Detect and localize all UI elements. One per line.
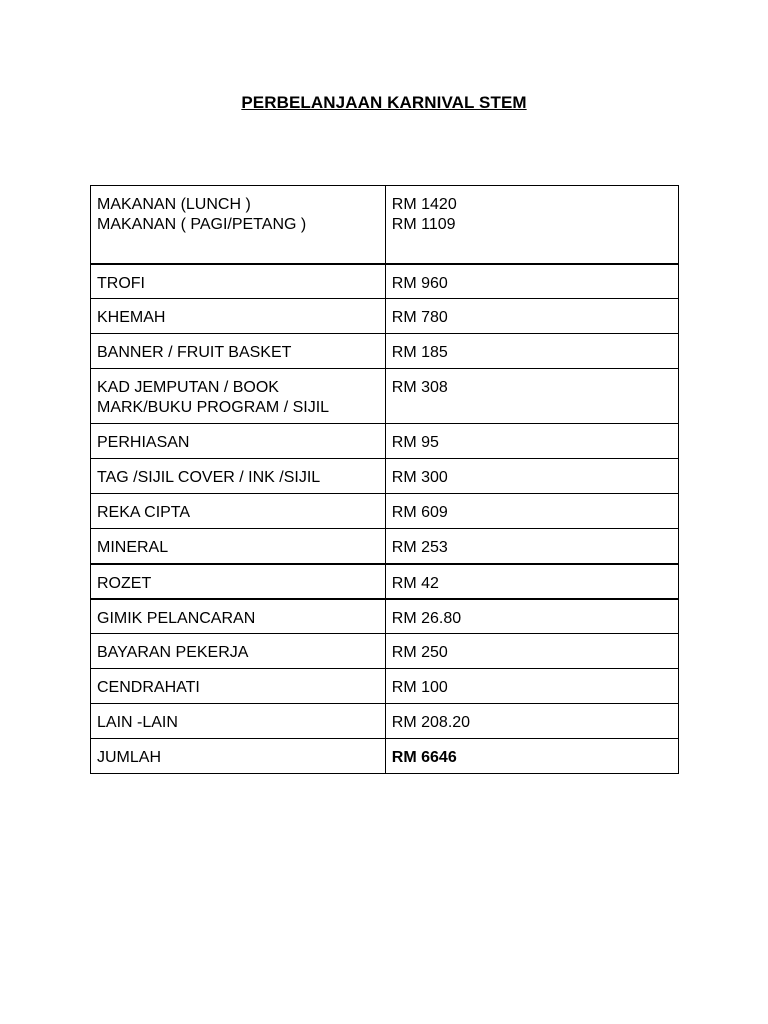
item-label: MINERAL	[97, 539, 169, 556]
amount-cell	[385, 494, 678, 529]
expense-table	[90, 185, 679, 774]
total-amount-cell	[385, 739, 678, 774]
item-label: TAG /SIJIL COVER / INK /SIJIL	[97, 469, 321, 486]
table-row	[91, 369, 679, 424]
total-amount: RM 6646	[391, 749, 457, 766]
item-cell	[91, 564, 386, 599]
amount-cell	[385, 334, 678, 369]
item-cell	[91, 299, 386, 334]
amount-cell	[385, 459, 678, 494]
item-cell	[91, 459, 386, 494]
item-label: MAKANAN (LUNCH )	[97, 196, 251, 213]
table-row	[91, 564, 679, 599]
page-title: PERBELANJAAN KARNIVAL STEM	[241, 93, 527, 112]
amount-cell	[385, 186, 678, 264]
amount-value: RM 780	[391, 309, 448, 326]
amount-value: RM 300	[391, 469, 448, 486]
item-cell	[91, 529, 386, 564]
amount-cell	[385, 564, 678, 599]
item-label: MAKANAN ( PAGI/PETANG )	[97, 216, 307, 233]
item-cell	[91, 704, 386, 739]
amount-cell	[385, 299, 678, 334]
item-cell	[91, 669, 386, 704]
amount-value: RM 185	[391, 344, 448, 361]
item-label: REKA CIPTA	[97, 504, 191, 521]
item-label: KHEMAH	[97, 309, 166, 326]
item-cell	[91, 186, 386, 264]
table-row	[91, 529, 679, 564]
amount-value: RM 1420	[391, 196, 457, 213]
table-row	[91, 494, 679, 529]
amount-cell	[385, 369, 678, 424]
item-cell	[91, 334, 386, 369]
item-cell	[91, 494, 386, 529]
table-row	[91, 704, 679, 739]
total-label: JUMLAH	[97, 749, 162, 766]
item-label: CENDRAHATI	[97, 679, 200, 696]
total-label-cell	[91, 739, 386, 774]
table-row	[91, 334, 679, 369]
amount-value: RM 208.20	[391, 714, 471, 731]
item-label: KAD JEMPUTAN / BOOK	[97, 379, 279, 396]
amount-cell	[385, 669, 678, 704]
table-row	[91, 299, 679, 334]
item-label: ROZET	[97, 574, 152, 592]
amount-value: RM 308	[391, 379, 448, 396]
total-row	[91, 739, 679, 774]
amount-cell	[385, 634, 678, 669]
item-cell	[91, 599, 386, 634]
item-cell	[91, 369, 386, 424]
amount-value: RM 42	[391, 574, 439, 592]
amount-value: RM 1109	[391, 216, 456, 233]
amount-cell	[385, 424, 678, 459]
amount-cell	[385, 529, 678, 564]
amount-cell	[385, 264, 678, 299]
item-cell	[91, 634, 386, 669]
amount-value: RM 26.80	[391, 609, 462, 627]
item-label: LAIN -LAIN	[97, 714, 178, 731]
table-row	[91, 459, 679, 494]
amount-value: RM 95	[391, 434, 439, 451]
item-label: BANNER / FRUIT BASKET	[97, 344, 292, 361]
item-label: TROFI	[97, 274, 145, 292]
item-label: PERHIASAN	[97, 434, 190, 451]
item-label: MARK/BUKU PROGRAM / SIJIL	[97, 399, 330, 416]
item-cell	[91, 424, 386, 459]
amount-cell	[385, 704, 678, 739]
table-row	[91, 264, 679, 299]
amount-cell	[385, 599, 678, 634]
amount-value: RM 609	[391, 504, 448, 521]
amount-value: RM 253	[391, 539, 448, 556]
table-row	[91, 599, 679, 634]
amount-value: RM 250	[391, 644, 448, 661]
table-row	[91, 669, 679, 704]
amount-value: RM 960	[391, 274, 448, 292]
item-label: GIMIK PELANCARAN	[97, 609, 256, 627]
item-cell	[91, 264, 386, 299]
table-row	[91, 186, 679, 264]
table-row	[91, 634, 679, 669]
table-row	[91, 424, 679, 459]
amount-value: RM 100	[391, 679, 448, 696]
item-label: BAYARAN PEKERJA	[97, 644, 249, 661]
